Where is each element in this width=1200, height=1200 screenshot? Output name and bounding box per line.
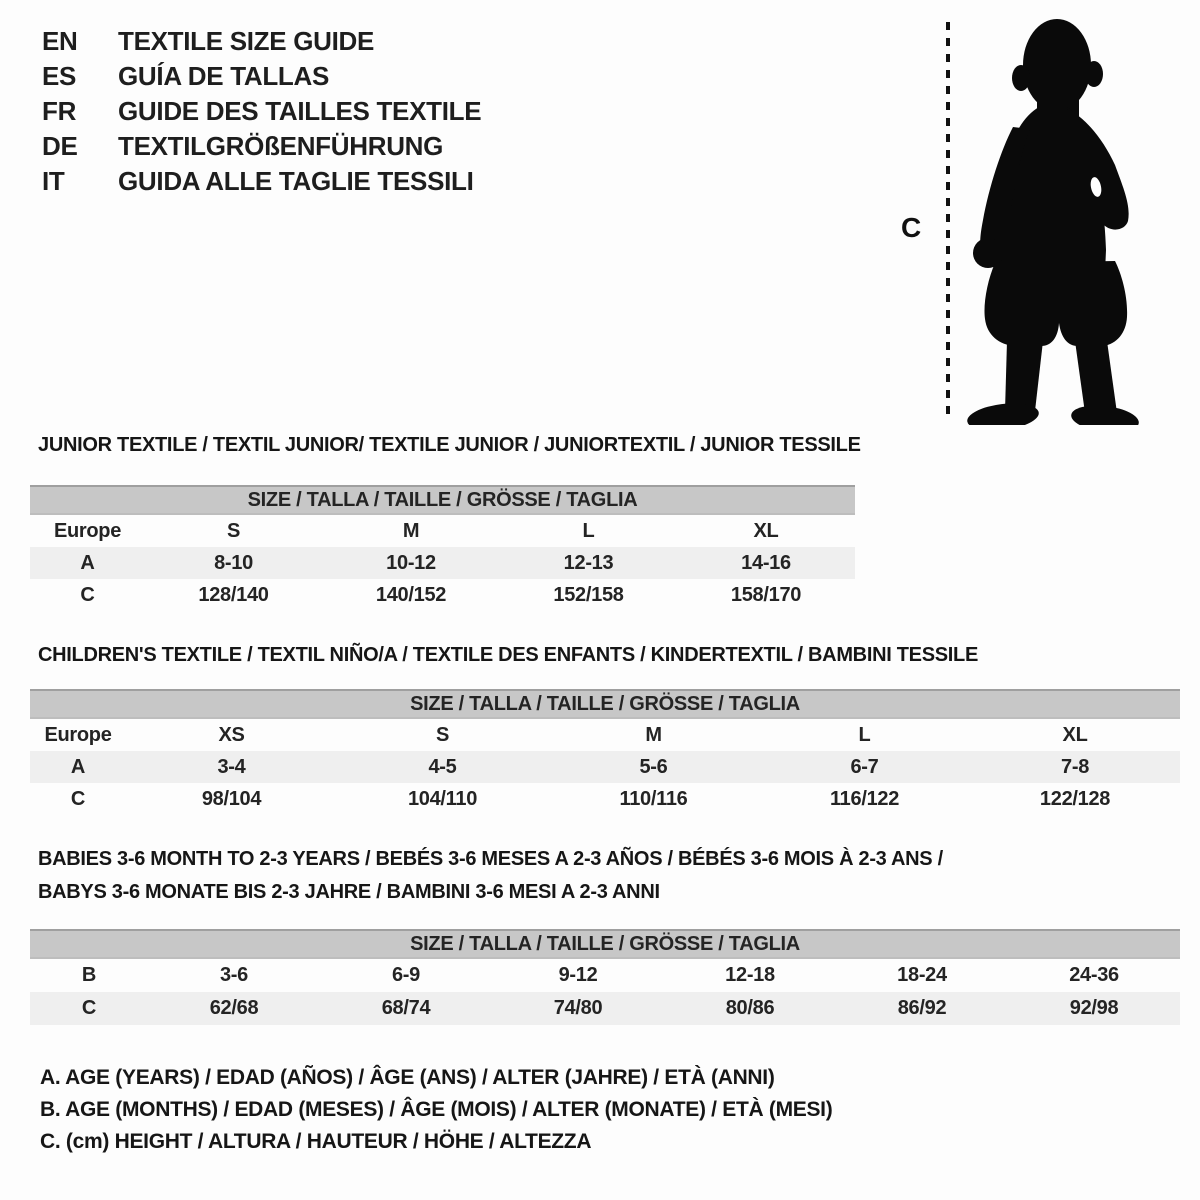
cell: 4-5 bbox=[337, 751, 548, 783]
lang-title-fr: GUIDE DES TAILLES TEXTILE bbox=[118, 96, 482, 126]
legend-line-b: B. AGE (MONTHS) / EDAD (MESES) / ÂGE (MOIS) / ALTER (MONATE) / ETÀ (MESI) bbox=[40, 1098, 833, 1121]
legend-block bbox=[40, 1062, 832, 1158]
lang-row-it bbox=[42, 164, 481, 199]
lang-title-es: GUÍA DE TALLAS bbox=[118, 61, 330, 91]
row-label: C bbox=[80, 583, 95, 606]
lang-row-de bbox=[42, 129, 481, 164]
cell: 140/152 bbox=[375, 583, 447, 606]
children-row-europe bbox=[30, 718, 1180, 751]
babies-section-title-line2: BABYS 3-6 MONATE BIS 2-3 JAHRE / BAMBINI 3-6 MESI A 2-3 ANNI bbox=[38, 881, 660, 903]
junior-section-title: JUNIOR TEXTILE / TEXTIL JUNIOR/ TEXTILE JUNIOR / JUNIORTEXTIL / JUNIOR TESSILE bbox=[38, 434, 861, 456]
lang-title-en: TEXTILE SIZE GUIDE bbox=[118, 26, 375, 56]
cell: XL bbox=[1062, 723, 1088, 746]
lang-code-fr: FR bbox=[42, 96, 77, 126]
row-label: B bbox=[81, 964, 97, 986]
junior-size-table bbox=[30, 485, 855, 611]
language-title-block bbox=[42, 24, 481, 199]
row-label: Europe bbox=[44, 723, 112, 746]
cell: 122/128 bbox=[1039, 787, 1111, 810]
cell: L bbox=[582, 519, 595, 542]
cell: S bbox=[435, 723, 450, 746]
cell: 92/98 bbox=[1008, 992, 1180, 1025]
cell: L bbox=[858, 723, 871, 746]
cell: 98/104 bbox=[201, 787, 262, 810]
lang-code-it: IT bbox=[42, 166, 65, 196]
babies-row-height bbox=[30, 992, 1180, 1025]
lang-title-de: TEXTILGRÖßENFÜHRUNG bbox=[118, 131, 444, 161]
cell: 104/110 bbox=[407, 787, 478, 810]
row-label: A bbox=[30, 547, 145, 579]
legend-line-a: A. AGE (YEARS) / EDAD (AÑOS) / ÂGE (ANS) / ALTER (JAHRE) / ETÀ (ANNI) bbox=[40, 1066, 775, 1089]
cell: 8-10 bbox=[145, 547, 322, 579]
row-label: C bbox=[30, 992, 148, 1025]
toddler-silhouette-icon bbox=[955, 15, 1140, 425]
cell: 9-12 bbox=[558, 964, 598, 986]
junior-table-header: SIZE / TALLA / TAILLE / GRÖSSE / TAGLIA bbox=[30, 486, 855, 514]
babies-section-title-line1: BABIES 3-6 MONTH TO 2-3 YEARS / BEBÉS 3-6 MESES A 2-3 AÑOS / BÉBÉS 3-6 MOIS À 2-3 ANS / bbox=[38, 848, 943, 870]
toddler-silhouette-image bbox=[955, 15, 1140, 425]
lang-row-es bbox=[42, 59, 481, 94]
row-label: A bbox=[30, 751, 126, 783]
cell: M bbox=[402, 519, 420, 542]
children-size-table bbox=[30, 689, 1180, 815]
lang-code-es: ES bbox=[42, 61, 77, 91]
lang-row-en bbox=[42, 24, 481, 59]
cell: 12-13 bbox=[500, 547, 677, 579]
cell: 7-8 bbox=[970, 751, 1180, 783]
cell: 158/170 bbox=[730, 583, 802, 606]
cell: 74/80 bbox=[492, 992, 664, 1025]
cell: 80/86 bbox=[664, 992, 836, 1025]
cell: 6-9 bbox=[391, 964, 420, 986]
children-table-header: SIZE / TALLA / TAILLE / GRÖSSE / TAGLIA bbox=[30, 690, 1180, 718]
cell: XS bbox=[218, 723, 245, 746]
row-label: Europe bbox=[53, 519, 122, 542]
children-section-title: CHILDREN'S TEXTILE / TEXTIL NIÑO/A / TEXTILE DES ENFANTS / KINDERTEXTIL / BAMBINI TESSILE bbox=[38, 644, 978, 666]
lang-code-en: EN bbox=[42, 26, 78, 56]
cell: 3-6 bbox=[219, 964, 248, 986]
junior-row-age bbox=[30, 547, 855, 579]
cell: 86/92 bbox=[836, 992, 1008, 1025]
legend-line-c: C. (cm) HEIGHT / ALTURA / HAUTEUR / HÖHE / ALTEZZA bbox=[40, 1130, 592, 1153]
cell: 3-4 bbox=[126, 751, 337, 783]
lang-row-fr bbox=[42, 94, 481, 129]
cell: 68/74 bbox=[320, 992, 492, 1025]
cell: 10-12 bbox=[322, 547, 500, 579]
cell: 6-7 bbox=[759, 751, 970, 783]
cell: S bbox=[226, 519, 241, 542]
height-measure-dashed-line bbox=[946, 22, 950, 416]
cell: 18-24 bbox=[897, 964, 947, 986]
row-label: C bbox=[70, 787, 86, 810]
cell: 24-36 bbox=[1069, 964, 1119, 986]
lang-title-it: GUIDA ALLE TAGLIE TESSILI bbox=[118, 166, 474, 196]
babies-size-table bbox=[30, 929, 1180, 1025]
cell: 128/140 bbox=[198, 583, 269, 606]
cell: 12-18 bbox=[725, 964, 775, 986]
cell: XL bbox=[753, 519, 779, 542]
junior-row-europe bbox=[30, 514, 855, 547]
cell: 62/68 bbox=[148, 992, 320, 1025]
junior-row-height bbox=[30, 579, 855, 611]
cell: 116/122 bbox=[829, 787, 900, 810]
height-measure-label: C bbox=[901, 212, 921, 243]
cell: 110/116 bbox=[619, 787, 688, 810]
children-row-height bbox=[30, 783, 1180, 815]
babies-row-months bbox=[30, 958, 1180, 992]
cell: 152/158 bbox=[553, 583, 624, 606]
children-row-age bbox=[30, 751, 1180, 783]
cell: 14-16 bbox=[677, 547, 855, 579]
lang-code-de: DE bbox=[42, 131, 78, 161]
babies-table-header: SIZE / TALLA / TAILLE / GRÖSSE / TAGLIA bbox=[30, 930, 1180, 958]
cell: 5-6 bbox=[548, 751, 759, 783]
cell: M bbox=[645, 723, 662, 746]
